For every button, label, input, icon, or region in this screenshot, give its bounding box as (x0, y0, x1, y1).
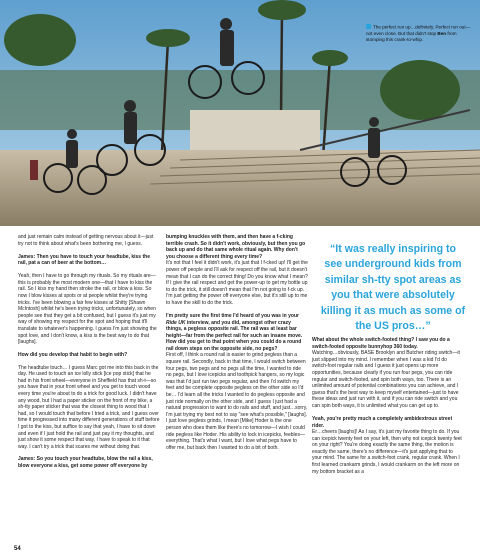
paragraph: First off, I think a round rail is easier to grind pegless than a square rail. Secondly, back in that time, I would switch between four pegs, two pegs and no pegs all the time. I wanted to ride no pegs, but I love icepicks and toothpick hangers, so my logic was that I'd just run two pegs regular, and then I'd switch my feet and be complete opposite pegless on the other side so I'd be… I'd learn all the tricks I wanted to do pegless opposite and just ride normally on the other side, and I guess I just had a natural progression to want to do rails and stuff, and just…sorry, I'm just trying my best not to say "see what's possible," [laughs]. I just love pegless grinds, I mean [Mike] Hoder is the one person who does them like there's no tomorrow—I wish I could ride pegless like Hoder. His ability to lock in icepicks, feebles—everything. That's what I want, but I love what pegs have to offer me, but back then I wanted to do a bit of both. (166, 352, 308, 451)
divider (0, 226, 480, 232)
question: How did you develop that habit to begin with? (18, 351, 128, 358)
caption-name: Ben (437, 30, 447, 36)
question: What about the whole switch-footed thing? I saw you do a switch-footed opposite bunnyhop 360 today. (312, 337, 450, 350)
question: James: So you touch your headtube, blow the rail a kiss, blow everyone a kiss, get some power off everyone by (18, 456, 153, 469)
paragraph: Watching…obviously, BASE Brooklyn and Butcher riding switch—it just slipped into my mind. I remember when I was a kid I'd do switch-foot regular rails and I guess it just opens up more opportunities, because clearly if you run four pegs, you can ride regular and switch-footed, and spin both ways, too. There is an unlimited amount of potential combinations you can achieve, and I guess that's the best way to keep myself entertained—just to have these ideas and just run with it, and if you can ride switch and you can spin both ways, it is unlimited what you can get up to. (312, 350, 460, 409)
pull-quote (312, 238, 466, 334)
paragraph: Yeah, then I have to go through my rituals. So my rituals are—this is probably the most modern one—that I have to kiss the rail. So I kiss my hand then stroke the rail, or blow a kiss. So now I blow kisses at spots or at people whilst they're trying tricks. I've been blowing a fair few kisses at Shitty [Shawn McIntosh] whilst he's been trying tricks, unfortunately, so when people see that they get a bit confused, but I guess it's just my way of showing my respect for the spot and hoping that it'll translate to whatever's happening. I guess I'm just showing the spot love, and I don't know, a kiss is the best way to do that [laughs]. (18, 273, 157, 346)
question: James: Then you have to touch your headtube, kiss the rail, pat a can of beer at the bottom… (18, 253, 150, 267)
question-part: interview, and you did, amongst other crazy things, a pegless opposite rail. The rail was at least bar height—far from the perfect rail for such an insane move. How did you get to that point when you could do a round rail down steps on the opposite side, no pegs? (166, 319, 303, 352)
question: Yeah, you're pretty much a completely ambidextrous street rider. (312, 415, 453, 429)
column-1 (18, 234, 160, 476)
paragraph: It's not that I feel it didn't work, it's just that I f-cked up! I'll get the power off people and I'll ask for respect off the rail, but it doesn't mean that I can do the correct thing! Do you know what I mean? If I give the rail respect and get the power-up to get my bottle up to do the trick, it still doesn't mean that I'm not going to f-ck up. I'm just getting the power off everyone else, but it's still up to me to have the skill to do the trick. (166, 260, 308, 306)
question: bumping knuckles with them, and then have a f-cking terrible crash. So it didn't work, obviously, but then you go back up and do that same whole ritual again. Why don't you choose a different thing every time? (166, 234, 306, 260)
column-3 (312, 337, 462, 482)
paragraph: Er…cheers [laughs]! As I say, it's just my favorite thing to do. If you can icepick twenty feet on your left, then why not icepick twenty feet on your right? You're doing exactly the same thing, the motion is exactly the same, there's no difference—it's just applying that to your mind. The same for a switch-foot crank, regular crank. When I first learned crankarm grinds, I would crankarm on the left more on my bottom bracket as a (312, 429, 462, 475)
column-2 (166, 234, 308, 458)
pull-quote-body: It was really inspiring to see underground kids from similar sh-tty spot areas as you that were absolutely killing it as much as some of the US pros… (320, 243, 466, 333)
question (166, 313, 308, 353)
caption-text-after: from stomping this crank-to-whip. (366, 30, 457, 43)
magazine-name: Ride UK (166, 319, 186, 326)
page-number: 54 (14, 546, 21, 552)
paragraph: and just remain calm instead of getting nervous about it—just try not to think about what's been bothering me, I guess. (18, 234, 154, 247)
caption-text-before: The perfect run up…definitely. Perfect run out—not even close. But that didn't stop (366, 24, 471, 36)
paragraph: The headtube touch… I guess Marc got me into this back in the day. He used to touch an ice lolly stick [ice pop stick] that he had in his front wheel—everyone in Sheffield has that sh-t—so you have that in your front wheel and you get to touch wood every time you're about to do a trick for good luck. I didn't have any wood, but I had a paper sticker on the front of my bike, a sh-tty paper sticker that was the closest thing to wood that I had, so I would touch that before I tried a trick, and I guess over time it progressed into many different generations of stuff before I got to the kiss, but suffice to say that yeah, I have to sit down and even if I just hold the rail and just pay it my thoughts, and just show it some respect that way, I have to speak to it that way. I can't try a trick that scares me without doing that. (18, 364, 160, 450)
question-part: I'm pretty sure the first time I'd heard of you was in your (166, 312, 299, 319)
caption-marker-icon (366, 24, 371, 29)
pull-quote-text: “It was really inspiring to see underground kids from similar sh-tty spot areas as you that were absolutely killing it as much as some of the US pros…” (320, 243, 466, 333)
photo-caption (366, 24, 474, 44)
